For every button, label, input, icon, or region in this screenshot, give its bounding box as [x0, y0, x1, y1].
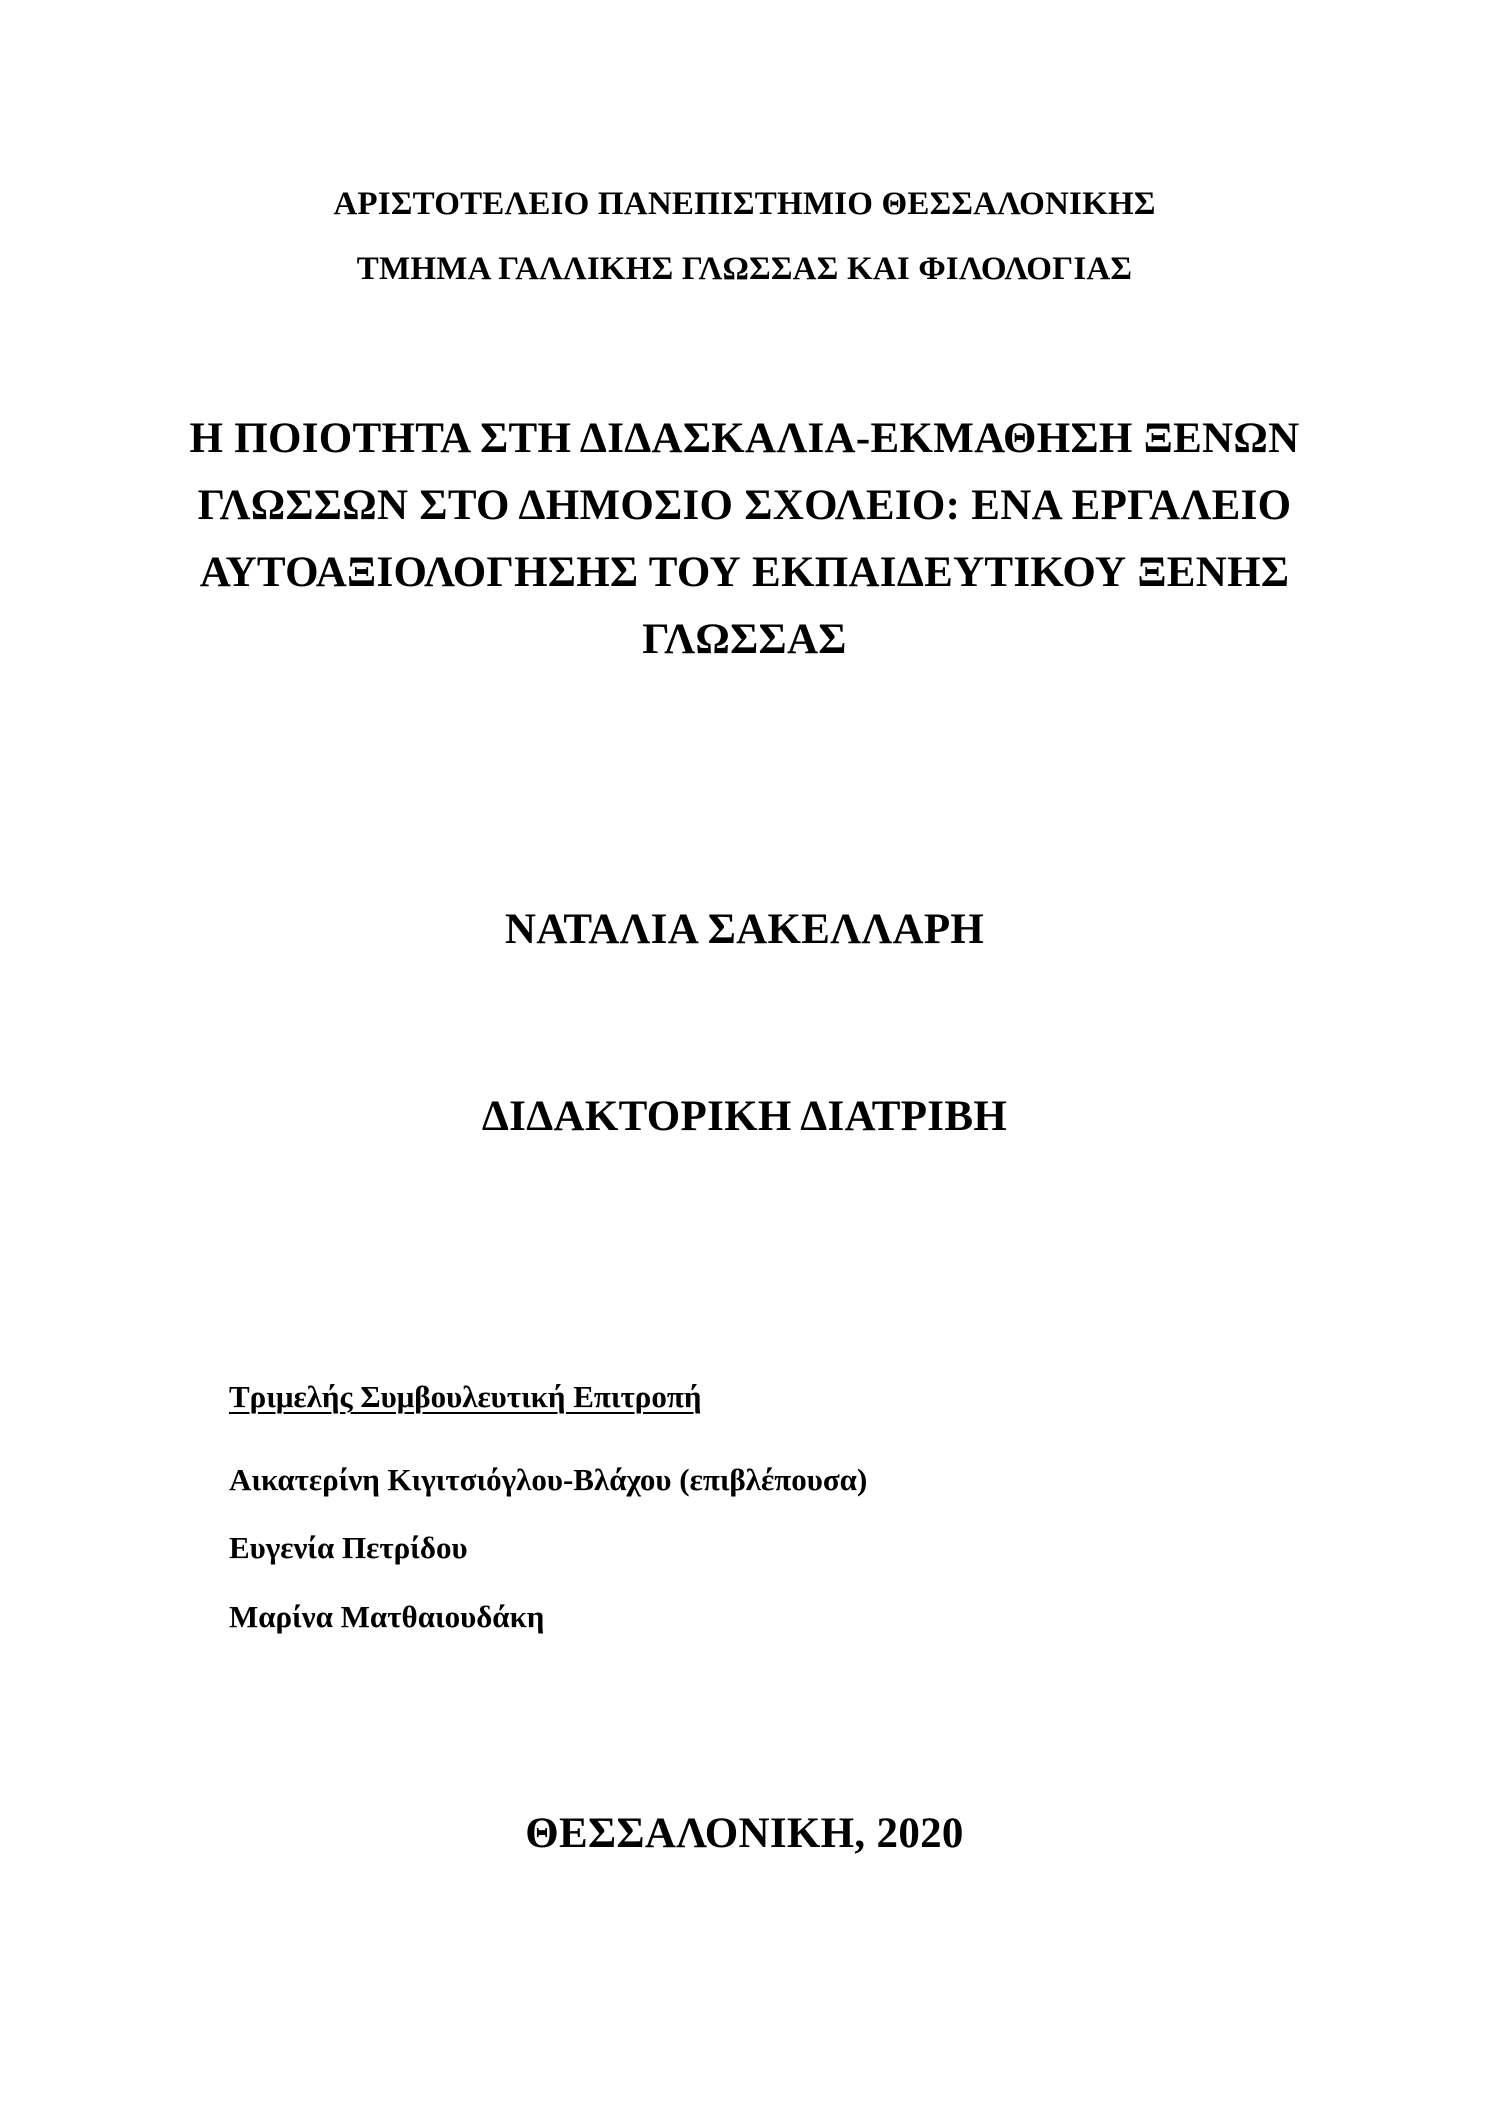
- department-name: ΤΜΗΜΑ ΓΑΛΛΙΚΗΣ ΓΛΩΣΣΑΣ ΚΑΙ ΦΙΛΟΛΟΓΙΑΣ: [356, 251, 1133, 287]
- document-type: ΔΙΔΑΚΤΟΡΙΚΗ ΔΙΑΤΡΙΒΗ: [481, 1093, 1008, 1140]
- committee-member-3: Μαρίνα Ματθαιουδάκη: [229, 1599, 545, 1634]
- university-name: ΑΡΙΣΤΟΤΕΛΕΙΟ ΠΑΝΕΠΙΣΤΗΜΙΟ ΘΕΣΣΑΛΟΝΙΚΗΣ: [333, 186, 1156, 222]
- place-and-year: ΘΕΣΣΑΛΟΝΙΚΗ, 2020: [525, 1810, 964, 1857]
- thesis-title-line-1: Η ΠΟΙΟΤΗΤΑ ΣΤΗ ΔΙΔΑΣΚΑΛΙΑ-ΕΚΜΑΘΗΣΗ ΞΕΝΩΝ: [189, 415, 1300, 462]
- author-name: ΝΑΤΑΛΙΑ ΣΑΚΕΛΛΑΡΗ: [504, 906, 985, 953]
- committee-member-supervisor: Αικατερίνη Κιγιτσιόγλου-Βλάχου (επιβλέπουσα): [229, 1462, 868, 1497]
- thesis-title-line-3: ΑΥΤΟΑΞΙΟΛΟΓΗΣΗΣ ΤΟΥ ΕΚΠΑΙΔΕΥΤΙΚΟΥ ΞΕΝΗΣ: [199, 549, 1290, 596]
- thesis-title-line-4: ΓΛΩΣΣΑΣ: [642, 616, 847, 663]
- committee-heading: Τριμελής Συμβουλευτική Επιτροπή: [229, 1379, 702, 1414]
- thesis-title-line-2: ΓΛΩΣΣΩΝ ΣΤΟ ΔΗΜΟΣΙΟ ΣΧΟΛΕΙΟ: ΕΝΑ ΕΡΓΑΛΕΙΟ: [197, 482, 1292, 529]
- committee-member-2: Ευγενία Πετρίδου: [229, 1530, 468, 1565]
